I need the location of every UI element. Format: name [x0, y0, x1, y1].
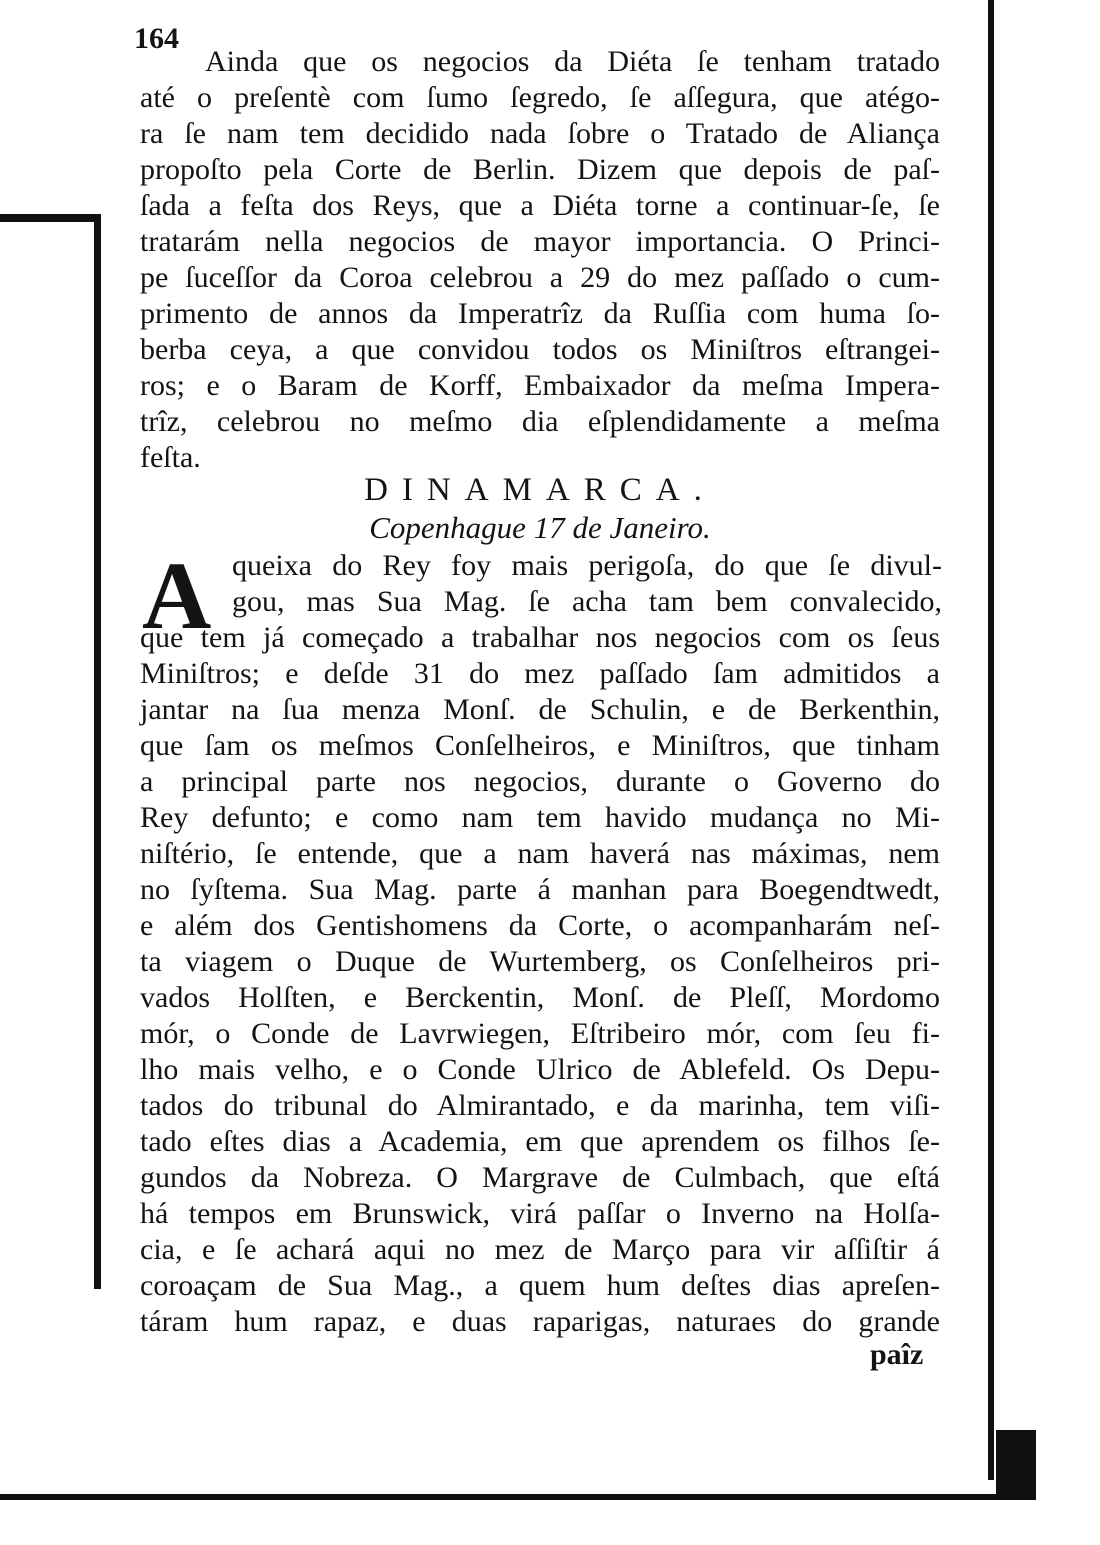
- section-title: DINAMARCA.: [364, 472, 716, 508]
- catchword: paîz: [870, 1338, 924, 1371]
- text-line: há tempos em Brunswick, virá paſſar o Inverno na Holſa-: [140, 1197, 940, 1230]
- drop-cap: A: [142, 542, 212, 649]
- text-line: coroaçam de Sua Mag., a quem hum deſtes dias apreſen-: [140, 1269, 940, 1302]
- text-line: gou, mas Sua Mag. ſe acha tam bem convalecido,: [232, 585, 942, 618]
- text-line: feſta.: [140, 441, 201, 474]
- text-line: vados Holſten, e Berckentin, Monſ. de Pleſſ, Mordomo: [140, 981, 940, 1014]
- text-line: berba ceya, a que convidou todos os Miniſtros eſtrangei-: [140, 333, 940, 366]
- page-edge-bottom: [0, 1494, 1036, 1500]
- text-line: gundos da Nobreza. O Margrave de Culmbach, que eſtá: [140, 1161, 940, 1194]
- text-line: mór, o Conde de Lavrwiegen, Eſtribeiro mór, com ſeu fi-: [140, 1017, 940, 1050]
- text-line: Miniſtros; e deſde 31 do mez paſſado ſam admitidos a: [140, 657, 940, 690]
- text-line: até o preſentè com ſumo ſegredo, ſe aſſegura, que atégo-: [140, 81, 940, 114]
- text-line: ſada a feſta dos Reys, que a Diéta torne a continuar-ſe, ſe: [140, 189, 940, 222]
- text-line: no ſyſtema. Sua Mag. parte á manhan para Boegendtwedt,: [140, 873, 940, 906]
- page-number: 164: [134, 22, 179, 55]
- text-line: niſtério, ſe entende, que a nam haverá nas máximas, nem: [140, 837, 940, 870]
- text-line: tados do tribunal do Almirantado, e da marinha, tem viſi-: [140, 1089, 940, 1122]
- text-line: que tem já começado a trabalhar nos negocios com os ſeus: [140, 621, 940, 654]
- text-line: queixa do Rey foy mais perigoſa, do que ſe divul-: [232, 549, 942, 582]
- text-line: a principal parte nos negocios, durante o Governo do: [140, 765, 940, 798]
- text-line: pe ſuceſſor da Coroa celebrou a 29 do mez paſſado o cum-: [140, 261, 940, 294]
- text-line: ros; e o Baram de Korff, Embaixador da meſma Impera-: [140, 369, 940, 402]
- page-edge-corner: [996, 1430, 1036, 1500]
- text-line: e além dos Gentishomens da Corte, o acompanharám neſ-: [140, 909, 940, 942]
- text-line: cia, e ſe achará aqui no mez de Março para vir aſſiſtir á: [140, 1233, 940, 1266]
- text-line: jantar na ſua menza Monſ. de Schulin, e de Berkenthin,: [140, 693, 940, 726]
- binding-bracket-side: [94, 214, 101, 1289]
- text-line: táram hum rapaz, e duas raparigas, naturaes do grande: [140, 1305, 940, 1338]
- binding-bracket-top: [0, 214, 100, 222]
- text-line: tado eſtes dias a Academia, em que aprendem os filhos ſe-: [140, 1125, 940, 1158]
- page-edge-right: [988, 0, 994, 1480]
- text-line: Ainda que os negocios da Diéta ſe tenham tratado: [205, 45, 940, 78]
- text-line: que ſam os meſmos Conſelheiros, e Miniſtros, que tinham: [140, 729, 940, 762]
- text-line: trîz, celebrou no meſmo dia eſplendidamente a meſma: [140, 405, 940, 438]
- text-line: tratarám nella negocios de mayor importancia. O Princi-: [140, 225, 940, 258]
- dateline: Copenhague 17 de Janeiro.: [369, 510, 711, 545]
- text-line: Rey defunto; e como nam tem havido mudança no Mi-: [140, 801, 940, 834]
- text-line: ta viagem o Duque de Wurtemberg, os Conſelheiros pri-: [140, 945, 940, 978]
- text-line: lho mais velho, e o Conde Ulrico de Ablefeld. Os Depu-: [140, 1053, 940, 1086]
- text-line: ra ſe nam tem decidido nada ſobre o Tratado de Aliança: [140, 117, 940, 150]
- text-line: propoſto pela Corte de Berlin. Dizem que depois de paſ-: [140, 153, 940, 186]
- text-line: primento de annos da Imperatrîz da Ruſſia com huma ſo-: [140, 297, 940, 330]
